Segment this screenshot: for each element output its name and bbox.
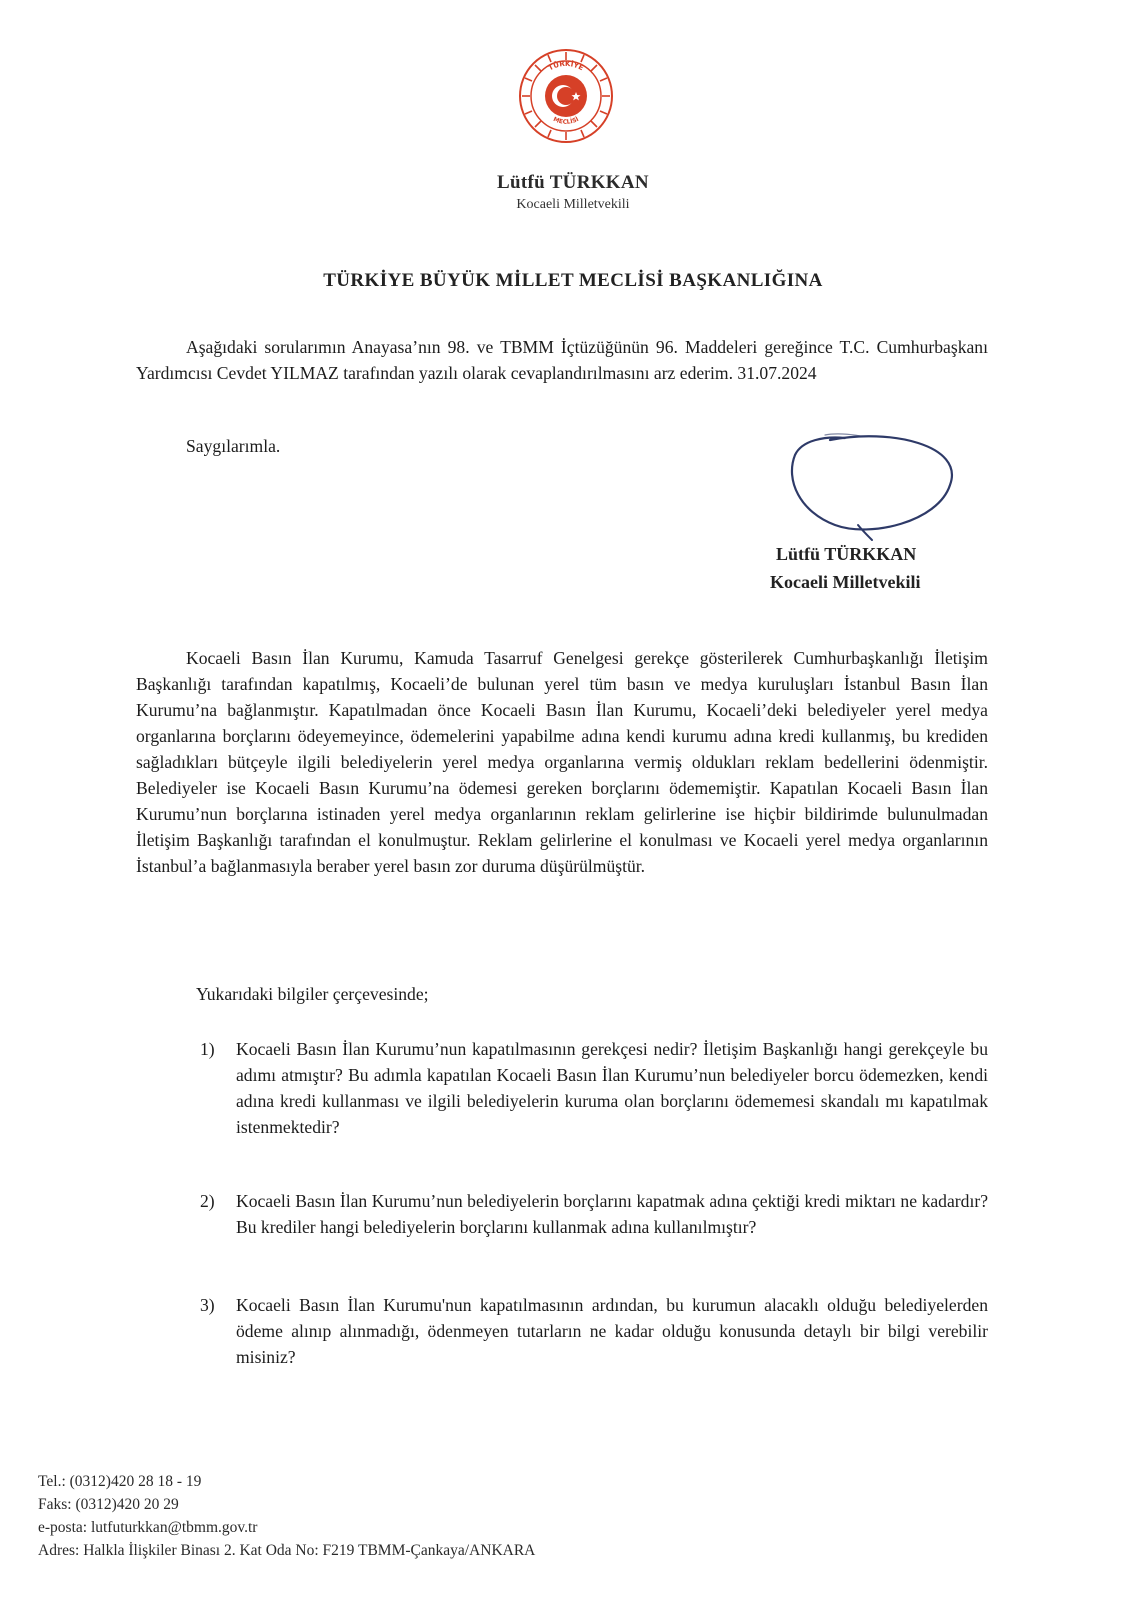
addressee-heading: TÜRKİYE BÜYÜK MİLLET MECLİSİ BAŞKANLIĞINA <box>323 270 823 291</box>
body-paragraph: Kocaeli Basın İlan Kurumu, Kamuda Tasarruf Genelgesi gerekçe gösterilerek Cumhurbaşkanlığı İletişim Başkanlığı tarafından kapatılmış, Kocaeli’de bulunan yerel tüm basın ve medya kuruluşları İstanbul Basın İlan Kurumu’na bağlanmıştır. Kapatılmadan önce Kocaeli Basın İlan Kurumu, Kocaeli’deki belediyeler yerel medya organlarına borçlarını ödeyemeyince, ödemelerini yapabilme adına kendi kurumu adına kredi kullanmış, bu krediden sağladıkları bütçeyle ilgili belediyelerin yerel medya organlarına vermiş oldukları reklam bedellerini ödenmiştir. Belediyeler ise Kocaeli Basın Kurumu’na ödemesi gereken borçlarını ödememiştir. Kapatılan Kocaeli Basın İlan Kurumu’nun borçlarına istinaden yerel medya organlarının reklam gelirlerine ise hiçbir bildirimde bulunulmadan İletişim Başkanlığı tarafından el konulmuştur. Reklam gelirlerine el konulması ve Kocaeli yerel medya organlarının İstanbul’a bağlanmasıyla beraber yerel basın zor duruma düşürülmüştür. <box>136 648 988 876</box>
svg-text:MECLİSİ: MECLİSİ <box>552 115 580 126</box>
question-item <box>200 1188 988 1240</box>
question-text: Kocaeli Basın İlan Kurumu’nun kapatılmasının gerekçesi nedir? İletişim Başkanlığı hangi gerekçeyle bu adımı atmıştır? Bu adımla kapatılan Kocaeli Basın İlan Kurumu’nun belediyeler borcu ödemezken, kendi adına kredi kullanması ve ilgili belediyelerin kuruma olan borçlarını ödememesi skandalı mı kapatılmak istenmektedir? <box>236 1039 988 1137</box>
closing-text: Saygılarımla. <box>186 436 281 456</box>
handwritten-signature-icon <box>740 430 970 550</box>
question-number: 1) <box>200 1039 215 1059</box>
question-number: 3) <box>200 1295 215 1315</box>
question-number: 2) <box>200 1191 215 1211</box>
contact-footer <box>38 1470 535 1562</box>
footer-address: Adres: Halkla İlişkiler Binası 2. Kat Oda No: F219 TBMM-Çankaya/ANKARA <box>38 1542 536 1559</box>
letterhead-role: Kocaeli Milletvekili <box>516 197 630 212</box>
question-item <box>200 1036 988 1140</box>
footer-fax: Faks: (0312)420 20 29 <box>38 1496 179 1513</box>
signature-name: Lütfü TÜRKKAN <box>776 544 917 564</box>
signature-role: Kocaeli Milletvekili <box>770 572 921 592</box>
letterhead-name: Lütfü TÜRKKAN <box>497 172 649 193</box>
question-text: Kocaeli Basın İlan Kurumu’nun belediyelerin borçlarını kapatmak adına çektiği kredi miktarı ne kadardır? Bu krediler hangi belediyelerin borçlarını kullanmak adına kullanılmıştır? <box>236 1191 988 1237</box>
question-text: Kocaeli Basın İlan Kurumu'nun kapatılmasının ardından, bu kurumun alacaklı olduğu belediyelerden ödeme alınıp alınmadığı, ödenmeyen tutarların ne kadar olduğu konusunda detaylı bir bilgi verebilir misiniz? <box>236 1295 988 1367</box>
footer-tel: Tel.: (0312)420 28 18 - 19 <box>38 1473 202 1490</box>
tbmm-emblem-icon <box>518 48 614 144</box>
question-item <box>200 1292 988 1370</box>
questions-intro: Yukarıdaki bilgiler çerçevesinde; <box>196 984 429 1004</box>
svg-text:TÜRKİYE: TÜRKİYE <box>547 59 585 73</box>
request-paragraph: Aşağıdaki sorularımın Anayasa’nın 98. ve TBMM İçtüzüğünün 96. Maddeleri gereğince T.C. Cumhurbaşkanı Yardımcısı Cevdet YILMAZ tarafından yazılı olarak cevaplandırılmasını arz ederim. 31.07.2024 <box>136 337 988 383</box>
footer-email: e-posta: lutfuturkkan@tbmm.gov.tr <box>38 1519 258 1536</box>
